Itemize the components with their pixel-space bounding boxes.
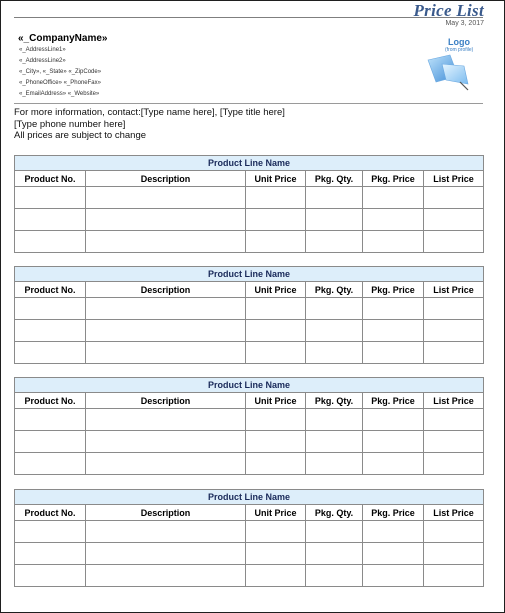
col-unit-price: Unit Price [246,505,306,521]
table-row [15,431,484,453]
col-unit-price: Unit Price [246,171,306,187]
cell-list-price[interactable] [424,543,484,565]
cell-list-price[interactable] [424,565,484,587]
cell-pkg-qty[interactable] [306,320,363,342]
cell-unit-price[interactable] [246,209,306,231]
document-title: Price List [413,1,484,20]
cell-unit-price[interactable] [246,409,306,431]
table-row [15,209,484,231]
cell-product-no[interactable] [15,543,86,565]
col-pkg-price: Pkg. Price [363,505,424,521]
cell-description[interactable] [86,342,246,364]
cell-pkg-qty[interactable] [306,187,363,209]
col-pkg-price: Pkg. Price [363,393,424,409]
cell-pkg-price[interactable] [363,409,424,431]
address-line-2: «_AddressLine2» [19,58,66,64]
table-row [15,320,484,342]
price-table [14,377,484,475]
price-table [14,266,484,364]
cell-pkg-price[interactable] [363,565,424,587]
cell-description[interactable] [86,453,246,475]
logo-label: Logo [448,37,470,47]
col-unit-price: Unit Price [246,282,306,298]
cell-unit-price[interactable] [246,543,306,565]
cell-pkg-price[interactable] [363,521,424,543]
cell-product-no[interactable] [15,409,86,431]
product-line-name[interactable]: Product Line Name [15,378,484,393]
cell-unit-price[interactable] [246,320,306,342]
col-description: Description [86,393,246,409]
cell-description[interactable] [86,565,246,587]
col-description: Description [86,282,246,298]
cell-pkg-qty[interactable] [306,342,363,364]
col-pkg-qty: Pkg. Qty. [306,171,363,187]
cell-list-price[interactable] [424,298,484,320]
cell-pkg-qty[interactable] [306,543,363,565]
cell-product-no[interactable] [15,187,86,209]
company-name: «_CompanyName» [18,33,108,44]
cell-list-price[interactable] [424,187,484,209]
cell-description[interactable] [86,521,246,543]
cell-list-price[interactable] [424,409,484,431]
product-line-name[interactable]: Product Line Name [15,156,484,171]
cell-description[interactable] [86,187,246,209]
cell-product-no[interactable] [15,231,86,253]
cell-list-price[interactable] [424,453,484,475]
address-phone-fax: «_PhoneOffice» «_PhoneFax» [19,80,101,86]
col-product-no: Product No. [15,505,86,521]
col-list-price: List Price [424,282,484,298]
cell-list-price[interactable] [424,431,484,453]
cell-product-no[interactable] [15,209,86,231]
cell-pkg-price[interactable] [363,453,424,475]
cell-description[interactable] [86,543,246,565]
cell-pkg-qty[interactable] [306,521,363,543]
cell-pkg-price[interactable] [363,231,424,253]
col-pkg-price: Pkg. Price [363,282,424,298]
cell-description[interactable] [86,409,246,431]
cell-pkg-qty[interactable] [306,565,363,587]
price-table [14,155,484,253]
col-product-no: Product No. [15,282,86,298]
cell-pkg-qty[interactable] [306,298,363,320]
cell-unit-price[interactable] [246,342,306,364]
table-row [15,453,484,475]
cell-unit-price[interactable] [246,298,306,320]
cell-product-no[interactable] [15,431,86,453]
table-row [15,543,484,565]
table-row [15,409,484,431]
col-list-price: List Price [424,171,484,187]
cell-list-price[interactable] [424,342,484,364]
cell-list-price[interactable] [424,231,484,253]
cell-product-no[interactable] [15,342,86,364]
cell-pkg-price[interactable] [363,342,424,364]
cell-pkg-qty[interactable] [306,431,363,453]
section-divider [14,103,483,104]
cell-description[interactable] [86,320,246,342]
table-row [15,298,484,320]
col-product-no: Product No. [15,171,86,187]
table-row [15,231,484,253]
col-description: Description [86,171,246,187]
logo-icon [424,52,474,92]
table-row [15,565,484,587]
logo-sublabel: (from profile) [445,47,474,53]
col-description: Description [86,505,246,521]
col-product-no: Product No. [15,393,86,409]
price-table [14,489,484,587]
cell-product-no[interactable] [15,298,86,320]
col-pkg-qty: Pkg. Qty. [306,393,363,409]
cell-pkg-price[interactable] [363,209,424,231]
cell-list-price[interactable] [424,209,484,231]
table-row [15,342,484,364]
cell-pkg-qty[interactable] [306,453,363,475]
product-line-name[interactable]: Product Line Name [15,490,484,505]
cell-unit-price[interactable] [246,231,306,253]
cell-unit-price[interactable] [246,453,306,475]
cell-pkg-price[interactable] [363,320,424,342]
cell-pkg-qty[interactable] [306,231,363,253]
col-pkg-qty: Pkg. Qty. [306,282,363,298]
address-line-1: «_AddressLine1» [19,47,66,53]
cell-list-price[interactable] [424,521,484,543]
cell-pkg-price[interactable] [363,543,424,565]
product-line-name[interactable]: Product Line Name [15,267,484,282]
cell-description[interactable] [86,231,246,253]
col-pkg-qty: Pkg. Qty. [306,505,363,521]
cell-description[interactable] [86,431,246,453]
cell-unit-price[interactable] [246,565,306,587]
header-rule [14,17,483,18]
cell-pkg-price[interactable] [363,187,424,209]
cell-unit-price[interactable] [246,521,306,543]
cell-product-no[interactable] [15,320,86,342]
col-pkg-price: Pkg. Price [363,171,424,187]
cell-list-price[interactable] [424,320,484,342]
document-date: May 3, 2017 [445,20,484,27]
cell-unit-price[interactable] [246,431,306,453]
cell-description[interactable] [86,209,246,231]
cell-product-no[interactable] [15,453,86,475]
col-unit-price: Unit Price [246,393,306,409]
phone-line: [Type phone number here] [14,119,126,130]
price-notice: All prices are subject to change [14,130,147,141]
table-row [15,521,484,543]
table-row [15,187,484,209]
address-email-website: «_EmailAddress» «_Website» [19,91,100,97]
cell-unit-price[interactable] [246,187,306,209]
contact-line: For more information, contact:[Type name here], [Type title here] [14,107,285,118]
cell-pkg-price[interactable] [363,298,424,320]
cell-product-no[interactable] [15,565,86,587]
col-list-price: List Price [424,505,484,521]
col-list-price: List Price [424,393,484,409]
cell-pkg-qty[interactable] [306,409,363,431]
cell-product-no[interactable] [15,521,86,543]
cell-description[interactable] [86,298,246,320]
cell-pkg-qty[interactable] [306,209,363,231]
cell-pkg-price[interactable] [363,431,424,453]
address-city-state-zip: «_City», «_State» «_ZipCode» [19,69,102,75]
